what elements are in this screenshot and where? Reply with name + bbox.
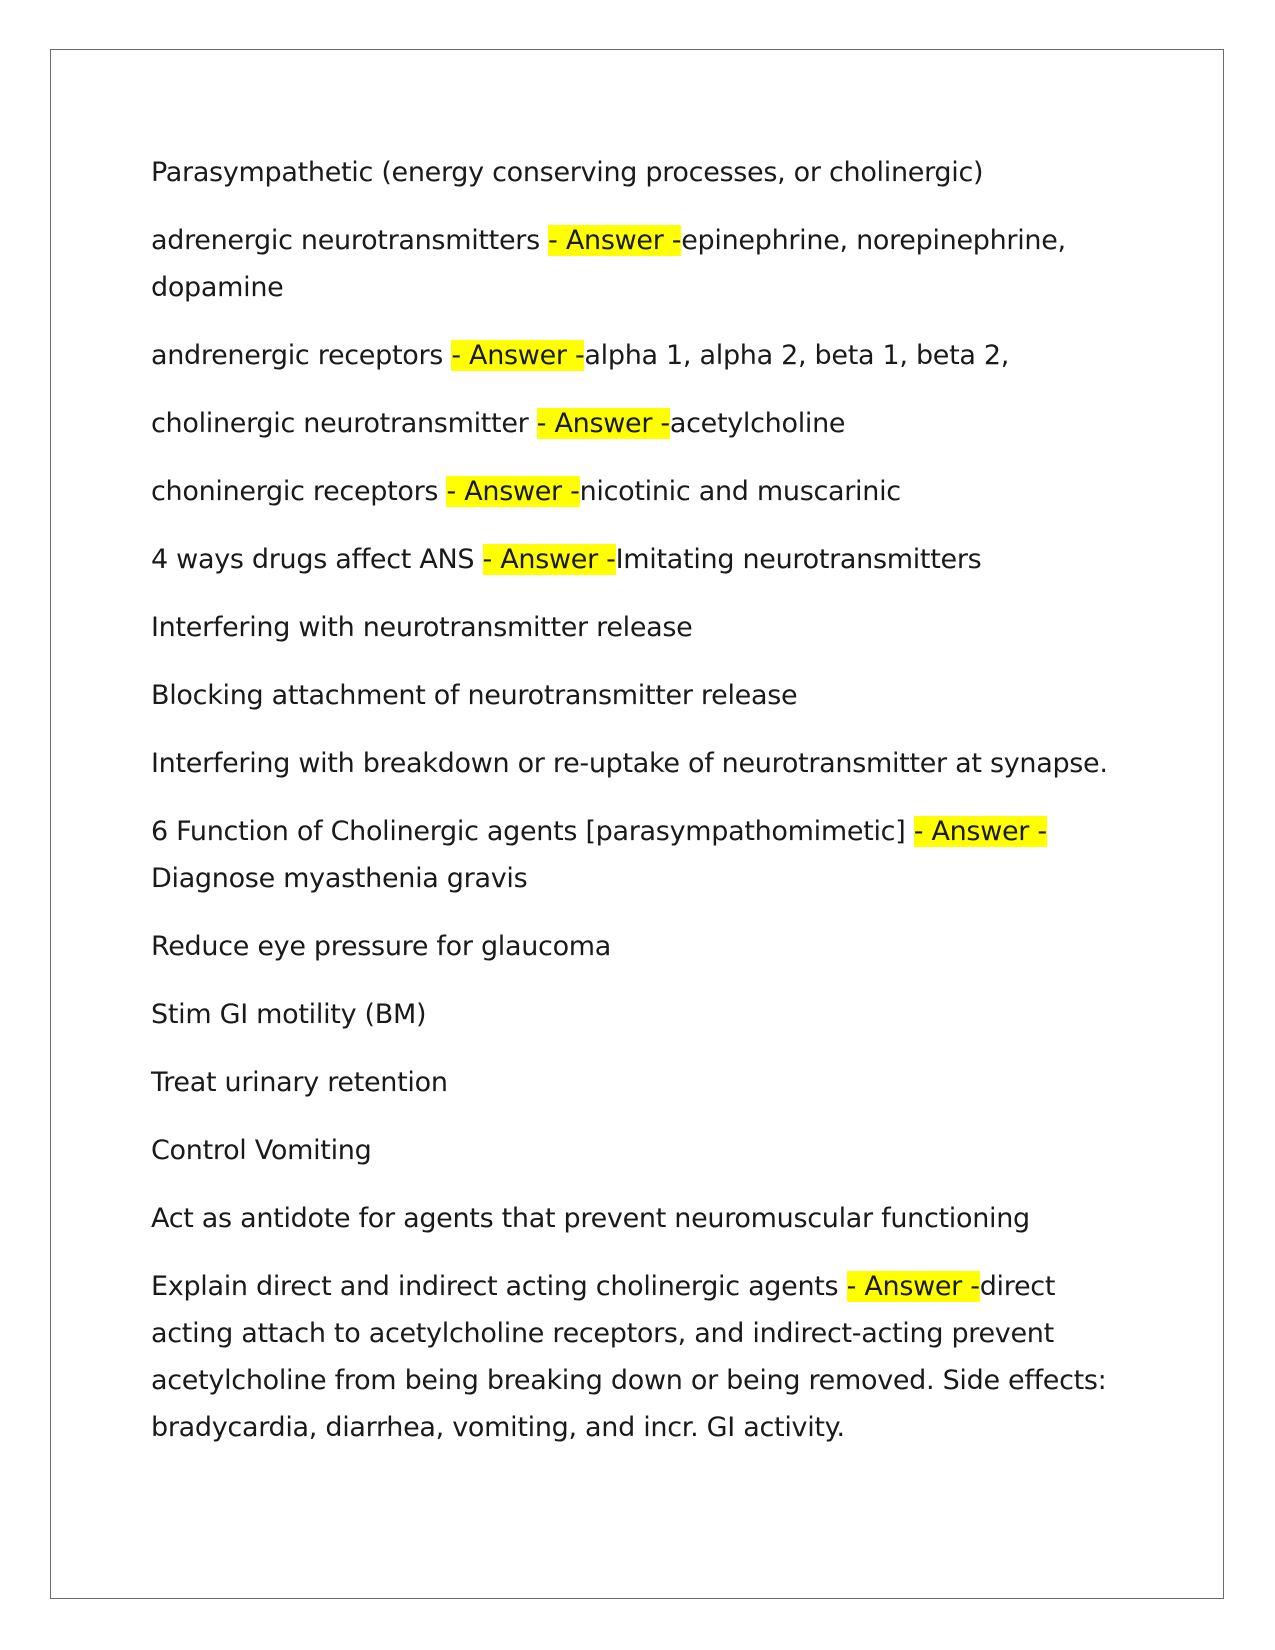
question-text: cholinergic neurotransmitter bbox=[151, 408, 537, 439]
paragraph-cholinergic-receptors bbox=[151, 468, 1136, 515]
paragraph-adrenergic-receptors bbox=[151, 332, 1136, 379]
paragraph-text: Control Vomiting bbox=[151, 1135, 372, 1166]
answer-text: nicotinic and muscarinic bbox=[579, 476, 901, 507]
answer-marker: - Answer - bbox=[913, 816, 1047, 847]
paragraph-text: Act as antidote for agents that prevent neuromuscular functioning bbox=[151, 1203, 1030, 1234]
paragraph-4-ways-drugs bbox=[151, 536, 1136, 583]
paragraph-text: Treat urinary retention bbox=[151, 1067, 448, 1098]
paragraph-direct-indirect bbox=[151, 1263, 1136, 1451]
question-text: adrenergic neurotransmitters bbox=[151, 225, 549, 256]
paragraph-cholinergic-neurotransmitter bbox=[151, 400, 1136, 447]
answer-text: alpha 1, alpha 2, beta 1, beta 2, bbox=[584, 340, 1010, 371]
answer-text: acetylcholine bbox=[669, 408, 846, 439]
paragraph-text: Blocking attachment of neurotransmitter release bbox=[151, 680, 798, 711]
answer-text: direct acting attach to acetylcholine receptors, and indirect-acting prevent acetylcholine from being breaking down or being removed. Side effects: bradycardia, diarrhea, vomiting, and incr. GI activity. bbox=[151, 1271, 1107, 1443]
answer-marker: - Answer - bbox=[451, 340, 585, 371]
question-text: choninergic receptors bbox=[151, 476, 447, 507]
answer-text: Imitating neurotransmitters bbox=[615, 544, 982, 575]
paragraph-control-vomiting bbox=[151, 1127, 1136, 1174]
question-text: 4 ways drugs affect ANS bbox=[151, 544, 483, 575]
paragraph-6-functions bbox=[151, 808, 1136, 902]
answer-marker: - Answer - bbox=[446, 476, 580, 507]
paragraph-stim-gi bbox=[151, 991, 1136, 1038]
paragraph-parasympathetic bbox=[151, 149, 1136, 196]
question-text: andrenergic receptors bbox=[151, 340, 452, 371]
question-text: 6 Function of Cholinergic agents [parasympathomimetic] bbox=[151, 816, 914, 847]
paragraph-text: Stim GI motility (BM) bbox=[151, 999, 427, 1030]
paragraph-blocking-attachment bbox=[151, 672, 1136, 719]
answer-text: epinephrine, norepinephrine, dopamine bbox=[151, 225, 1066, 303]
paragraph-urinary-retention bbox=[151, 1059, 1136, 1106]
answer-text: Diagnose myasthenia gravis bbox=[151, 863, 528, 894]
answer-marker: - Answer - bbox=[548, 225, 682, 256]
paragraph-text: Interfering with breakdown or re-uptake of neurotransmitter at synapse. bbox=[151, 748, 1108, 779]
paragraph-text: Interfering with neurotransmitter release bbox=[151, 612, 693, 643]
answer-marker: - Answer - bbox=[482, 544, 616, 575]
document-body bbox=[151, 149, 1136, 1472]
answer-marker: - Answer - bbox=[536, 408, 670, 439]
question-text: Explain direct and indirect acting cholinergic agents bbox=[151, 1271, 847, 1302]
paragraph-interfering-release bbox=[151, 604, 1136, 651]
paragraph-interfering-breakdown bbox=[151, 740, 1136, 787]
paragraph-antidote bbox=[151, 1195, 1136, 1242]
answer-marker: - Answer - bbox=[846, 1271, 980, 1302]
paragraph-text: Reduce eye pressure for glaucoma bbox=[151, 931, 612, 962]
paragraph-text: Parasympathetic (energy conserving processes, or cholinergic) bbox=[151, 157, 984, 188]
paragraph-adrenergic-neurotransmitters bbox=[151, 217, 1136, 311]
paragraph-reduce-eye-pressure bbox=[151, 923, 1136, 970]
